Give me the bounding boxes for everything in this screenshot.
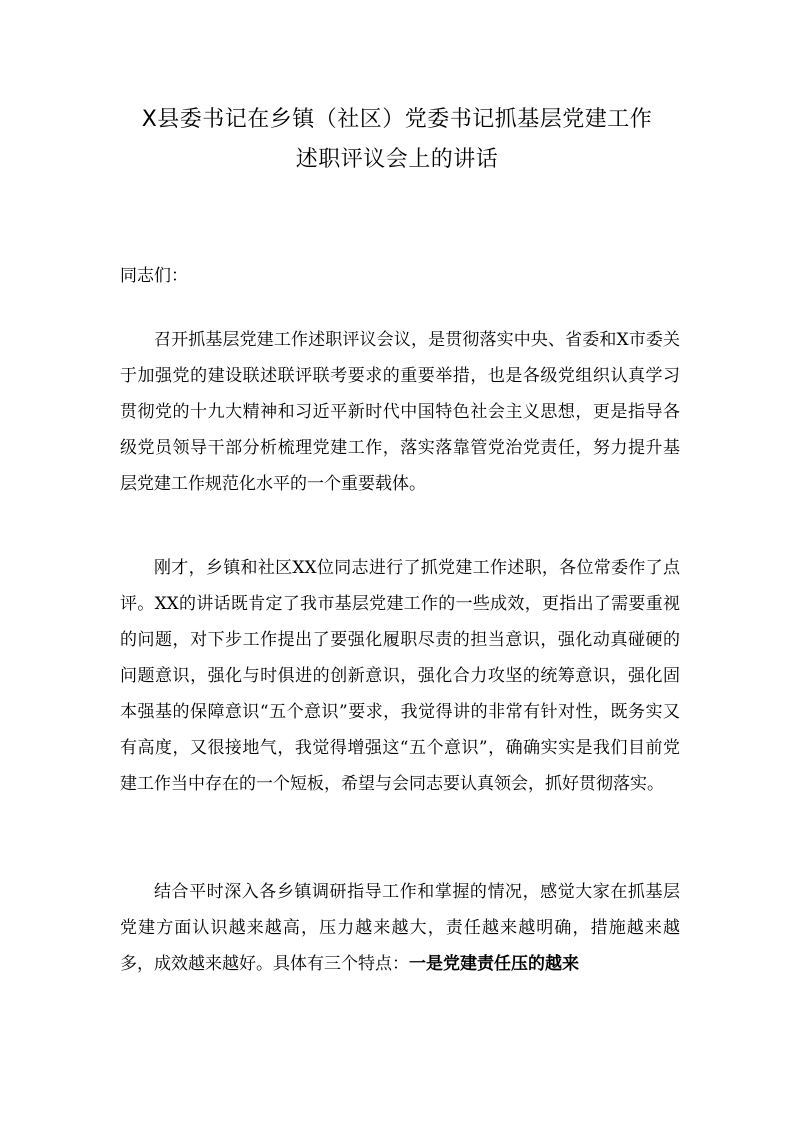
document-title-line-2: 述职评议会上的讲话 (295, 147, 499, 172)
paragraph-3-text: 结合平时深入各乡镇调研指导工作和掌握的情况，感觉大家在抓基层党建方面认识越来越高，压力越来越大，责任越来越明确，措施越来越多，成效越来越好。具体有三个特点： (120, 882, 680, 974)
salutation: 同志们： (120, 266, 188, 286)
paragraph-2: 刚才，乡镇和社区XX位同志进行了抓党建工作述职，各位常委作了点评。XX的讲话既肯定了我市基层党建工作的一些成效，更指出了需要重视的问题，对下步工作提出了要强化履职尽责的担当意识，强化动真碰硬的问题意识，强化与时俱进的创新意识，强化合力攻坚的统筹意识，强化固本强基的保障意识“五个意识”要求，我觉得讲的非常有针对性，既务实又有高度，又很接地气，我觉得增强这“五个意识”，确确实实是我们目前党建工作当中存在的一个短板，希望与会同志要认真领会，抓好贯彻落实。 (120, 558, 680, 794)
paragraph-3-bold-lead: 一是党建责任压的越来 (409, 954, 579, 974)
document-title-line-1: X县委书记在乡镇（社区）党委书记抓基层党建工作 (141, 107, 653, 132)
paragraph-1: 召开抓基层党建工作述职评议会议，是贯彻落实中央、省委和X市委关于加强党的建设联述联评联考要求的重要举措，也是各级党组织认真学习贯彻党的十九大精神和习近平新时代中国特色社会主义思想，更是指导各级党员领导干部分析梳理党建工作，落实落靠管党治党责任，努力提升基层党建工作规范化水平的一个重要载体。 (120, 330, 680, 494)
paragraph-3 (120, 874, 680, 982)
